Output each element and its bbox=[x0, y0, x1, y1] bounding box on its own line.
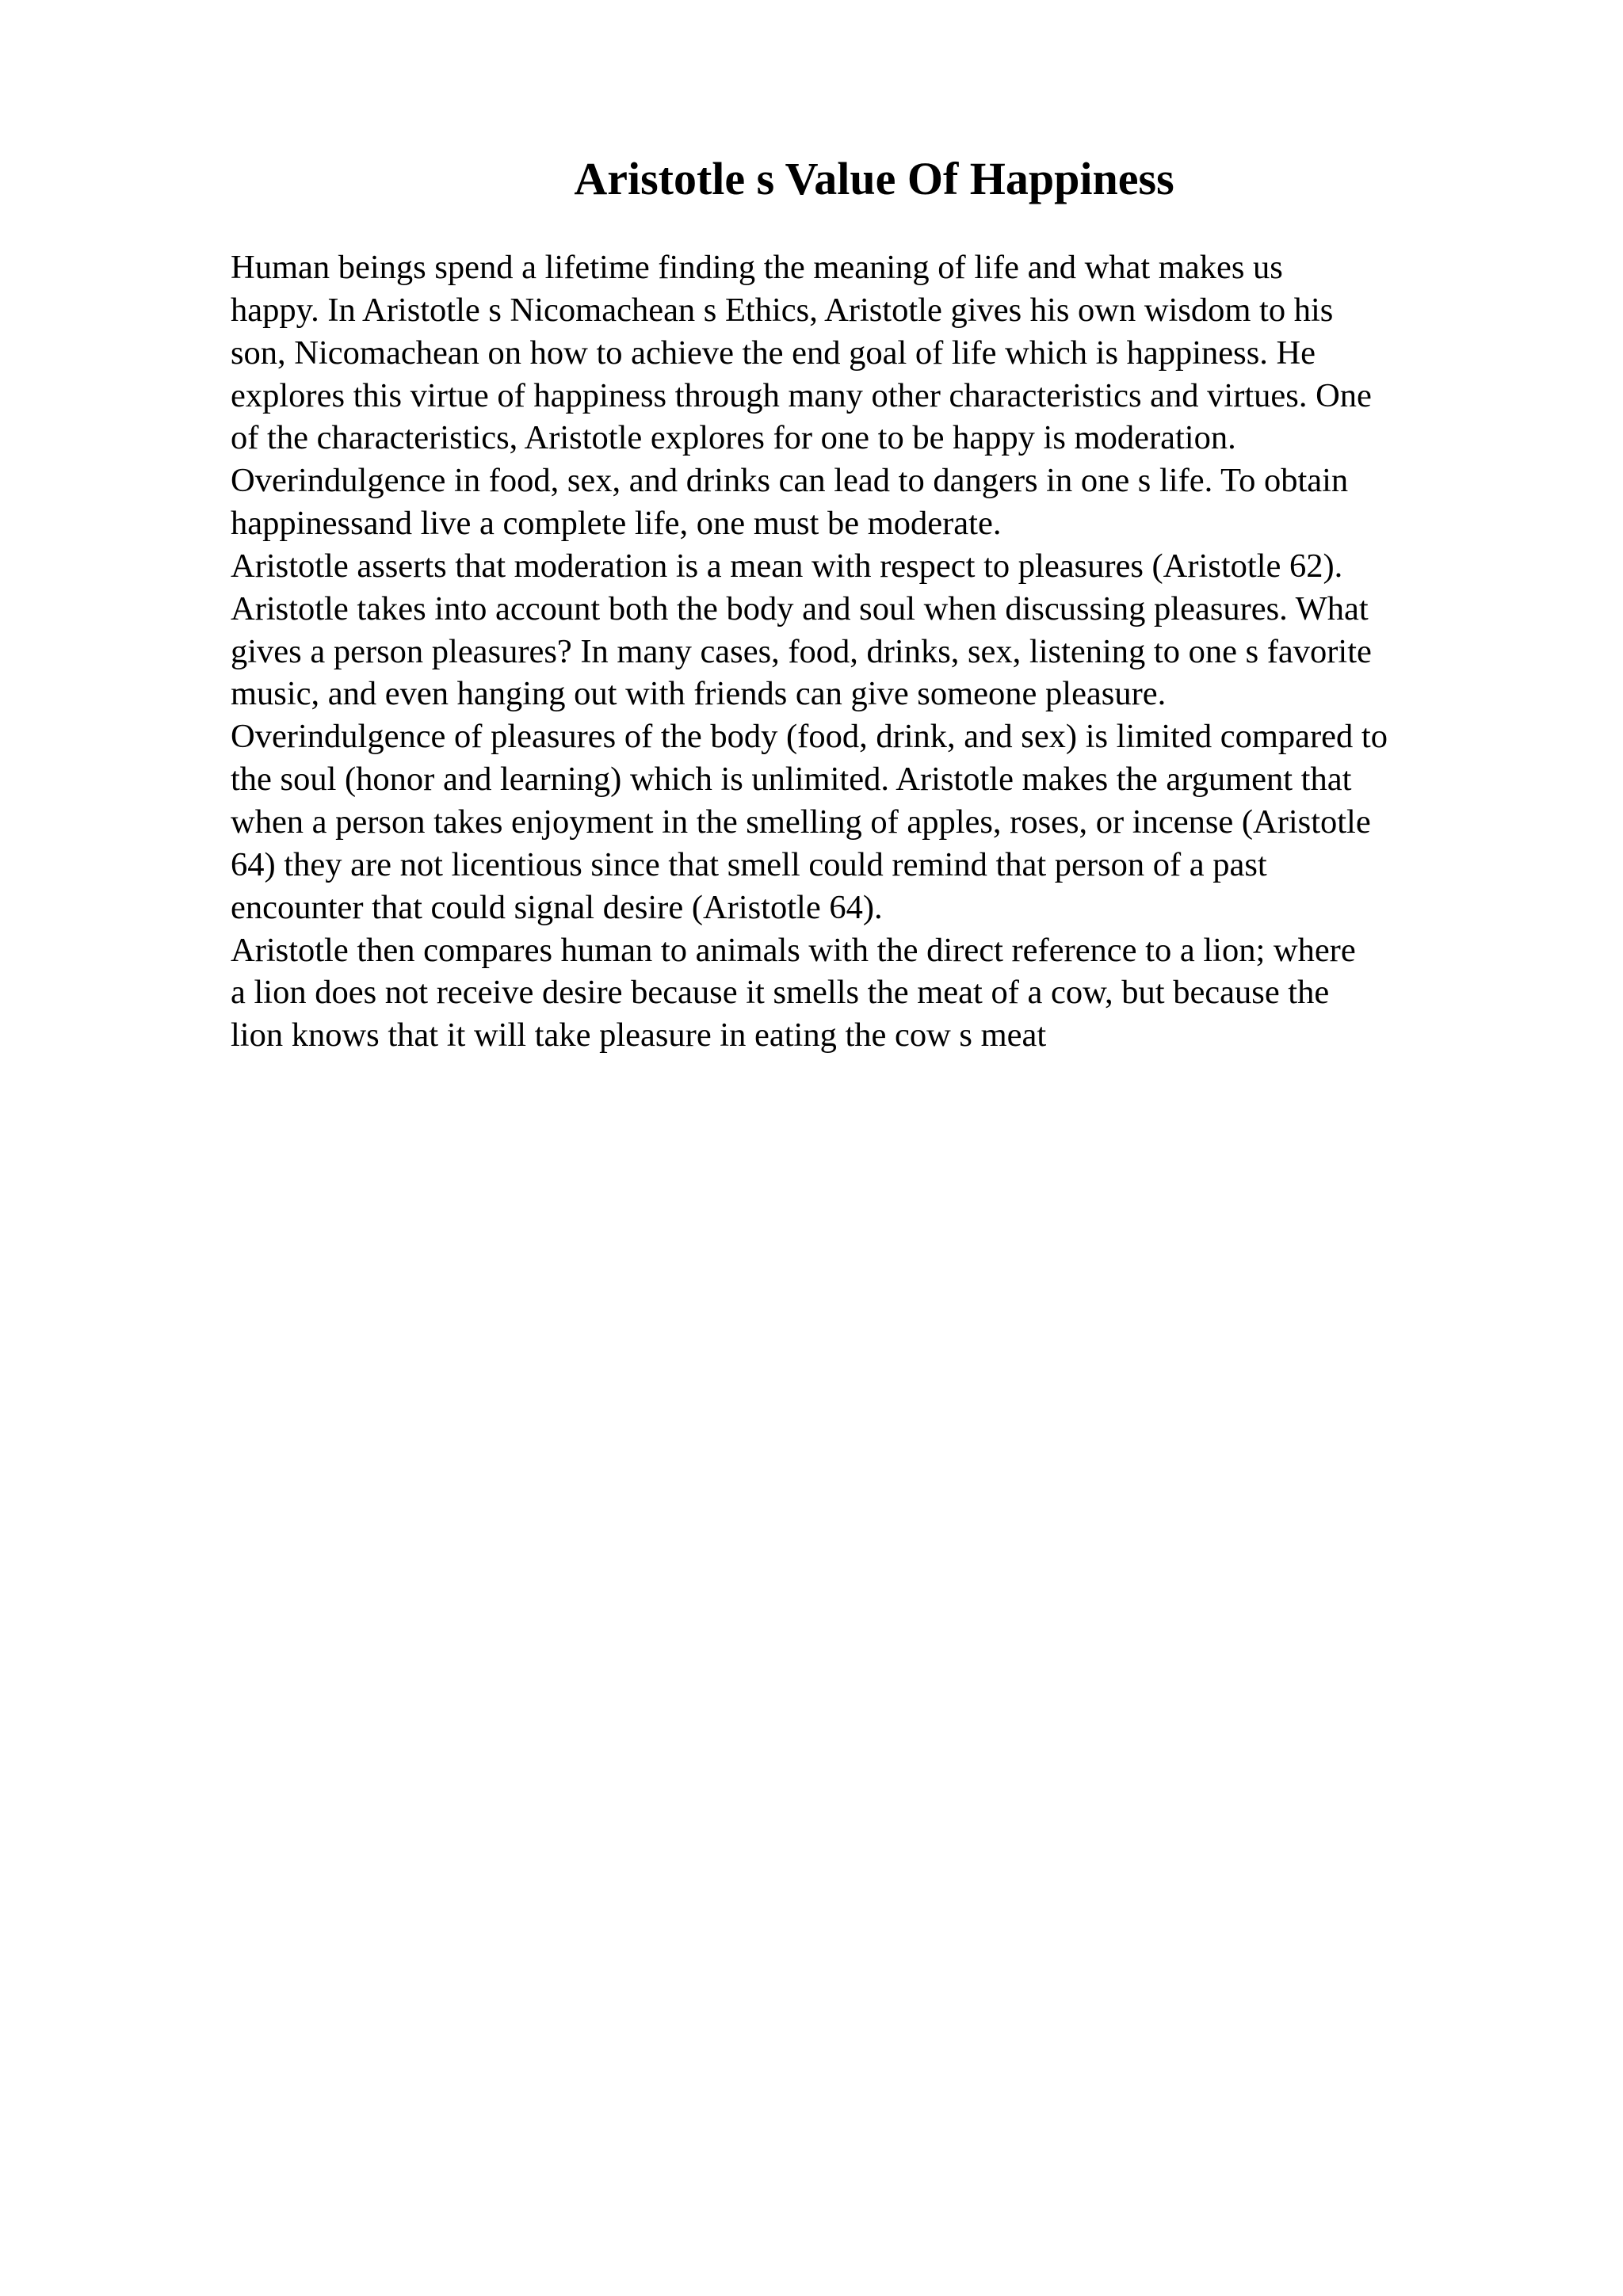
body-line: happy. In Aristotle s Nicomachean s Ethics, Aristotle gives his own wisdom to his bbox=[231, 291, 1334, 329]
body-line: encounter that could signal desire (Aristotle 64). bbox=[231, 888, 883, 926]
body-line: Overindulgence of pleasures of the body (food, drink, and sex) is limited compared to bbox=[231, 718, 1388, 756]
body-line: 64) they are not licentious since that smell could remind that person of a past bbox=[231, 845, 1267, 883]
body-line: Aristotle asserts that moderation is a mean with respect to pleasures (Aristotle 62). bbox=[231, 547, 1343, 585]
body-line: a lion does not receive desire because it smells the meat of a cow, but because the bbox=[231, 974, 1330, 1012]
body-line: Aristotle takes into account both the body and soul when discussing pleasures. What bbox=[231, 589, 1369, 627]
body-line: son, Nicomachean on how to achieve the end goal of life which is happiness. He bbox=[231, 334, 1316, 372]
body-line: Aristotle then compares human to animals with the direct reference to a lion; where bbox=[231, 931, 1356, 969]
body-line: when a person takes enjoyment in the smelling of apples, roses, or incense (Aristotle bbox=[231, 803, 1371, 841]
body-line: lion knows that it will take pleasure in eating the cow s meat bbox=[231, 1016, 1047, 1055]
body-line: the soul (honor and learning) which is unlimited. Aristotle makes the argument that bbox=[231, 761, 1352, 799]
body-line: happinessand live a complete life, one must be moderate. bbox=[231, 505, 1002, 543]
body-line: explores this virtue of happiness through many other characteristics and virtues. One bbox=[231, 376, 1372, 414]
document-body bbox=[231, 246, 1594, 1057]
body-line: gives a person pleasures? In many cases, food, drinks, sex, listening to one s favorite bbox=[231, 632, 1372, 670]
document-title: Aristotle s Value Of Happiness bbox=[574, 153, 1174, 204]
body-line: Overindulgence in food, sex, and drinks can lead to dangers in one s life. To obtain bbox=[231, 462, 1349, 500]
body-line: of the characteristics, Aristotle explores for one to be happy is moderation. bbox=[231, 419, 1236, 457]
body-line: Human beings spend a lifetime finding the meaning of life and what makes us bbox=[231, 249, 1283, 286]
body-line: music, and even hanging out with friends can give someone pleasure. bbox=[231, 675, 1167, 713]
